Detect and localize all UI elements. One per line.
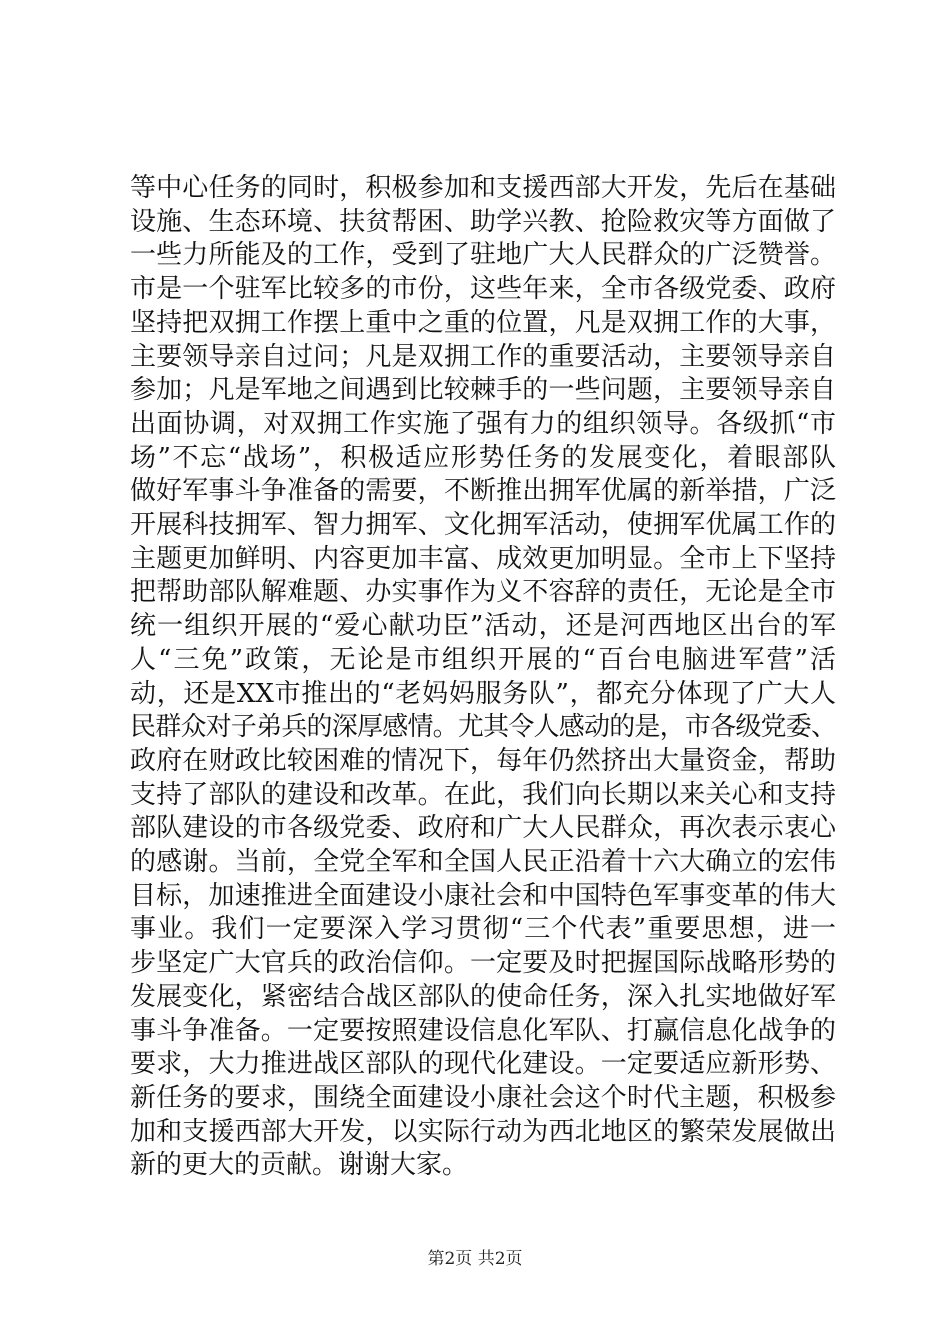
text-line: 主要领导亲自过问；凡是双拥工作的重要活动，主要领导亲自	[130, 341, 836, 372]
text-line: 支持了部队的建设和改革。在此，我们向长期以来关心和支持	[130, 779, 836, 810]
text-line: 统一组织开展的“爱心献功臣”活动，还是河西地区出台的军	[130, 611, 836, 642]
text-line: 事业。我们一定要深入学习贯彻“三个代表”重要思想，进一	[130, 914, 836, 945]
text-line: 人“三免”政策，无论是市组织开展的“百台电脑进军营”活	[130, 644, 836, 675]
text-line: 场”不忘“战场”，积极适应形势任务的发展变化，着眼部队	[130, 442, 836, 473]
page-number-label: 第2页 共2页	[427, 1249, 523, 1269]
text-line: 把帮助部队解难题、办实事作为义不容辞的责任，无论是全市	[130, 577, 836, 608]
text-line: 的感谢。当前，全党全军和全国人民正沿着十六大确立的宏伟	[130, 847, 836, 878]
text-line: 新的更大的贡献。谢谢大家。	[130, 1150, 469, 1181]
body-text	[130, 172, 836, 1183]
text-line: 等中心任务的同时，积极参加和支援西部大开发，先后在基础	[130, 173, 836, 203]
text-line: 做好军事斗争准备的需要，不断推出拥军优属的新举措，广泛	[130, 476, 836, 507]
text-line: 开展科技拥军、智力拥军、文化拥军活动，使拥军优属工作的	[130, 510, 836, 541]
text-line: 要求，大力推进战区部队的现代化建设。一定要适应新形势、	[130, 1049, 836, 1080]
text-line: 出面协调，对双拥工作实施了强有力的组织领导。各级抓“市	[130, 408, 836, 439]
text-line: 加和支援西部大开发，以实际行动为西北地区的繁荣发展做出	[130, 1116, 836, 1147]
text-line: 目标，加速推进全面建设小康社会和中国特色军事变革的伟大	[130, 880, 836, 911]
text-line: 参加；凡是军地之间遇到比较棘手的一些问题，主要领导亲自	[130, 375, 836, 406]
text-line: 部队建设的市各级党委、政府和广大人民群众，再次表示衷心	[130, 813, 836, 844]
text-line: 主题更加鲜明、内容更加丰富、成效更加明显。全市上下坚持	[130, 543, 836, 574]
text-line: 政府在财政比较困难的情况下，每年仍然挤出大量资金，帮助	[130, 745, 836, 776]
text-line: 事斗争准备。一定要按照建设信息化军队、打赢信息化战争的	[130, 1015, 836, 1046]
text-line: 发展变化，紧密结合战区部队的使命任务，深入扎实地做好军	[130, 981, 836, 1012]
text-line: 市是一个驻军比较多的市份，这些年来，全市各级党委、政府	[130, 274, 836, 305]
text-line: 动，还是XX市推出的“老妈妈服务队”，都充分体现了广大人	[130, 678, 836, 709]
text-line: 新任务的要求，围绕全面建设小康社会这个时代主题，积极参	[130, 1082, 836, 1113]
text-line: 坚持把双拥工作摆上重中之重的位置，凡是双拥工作的大事，	[130, 307, 836, 338]
page-footer	[0, 1244, 950, 1269]
text-line: 设施、生态环境、扶贫帮困、助学兴教、抢险救灾等方面做了	[130, 206, 836, 237]
text-line: 一些力所能及的工作，受到了驻地广大人民群众的广泛赞誉。	[130, 240, 836, 271]
text-line: 民群众对子弟兵的深厚感情。尤其令人感动的是，市各级党委、	[130, 712, 836, 743]
text-line: 步坚定广大官兵的政治信仰。一定要及时把握国际战略形势的	[130, 948, 836, 979]
